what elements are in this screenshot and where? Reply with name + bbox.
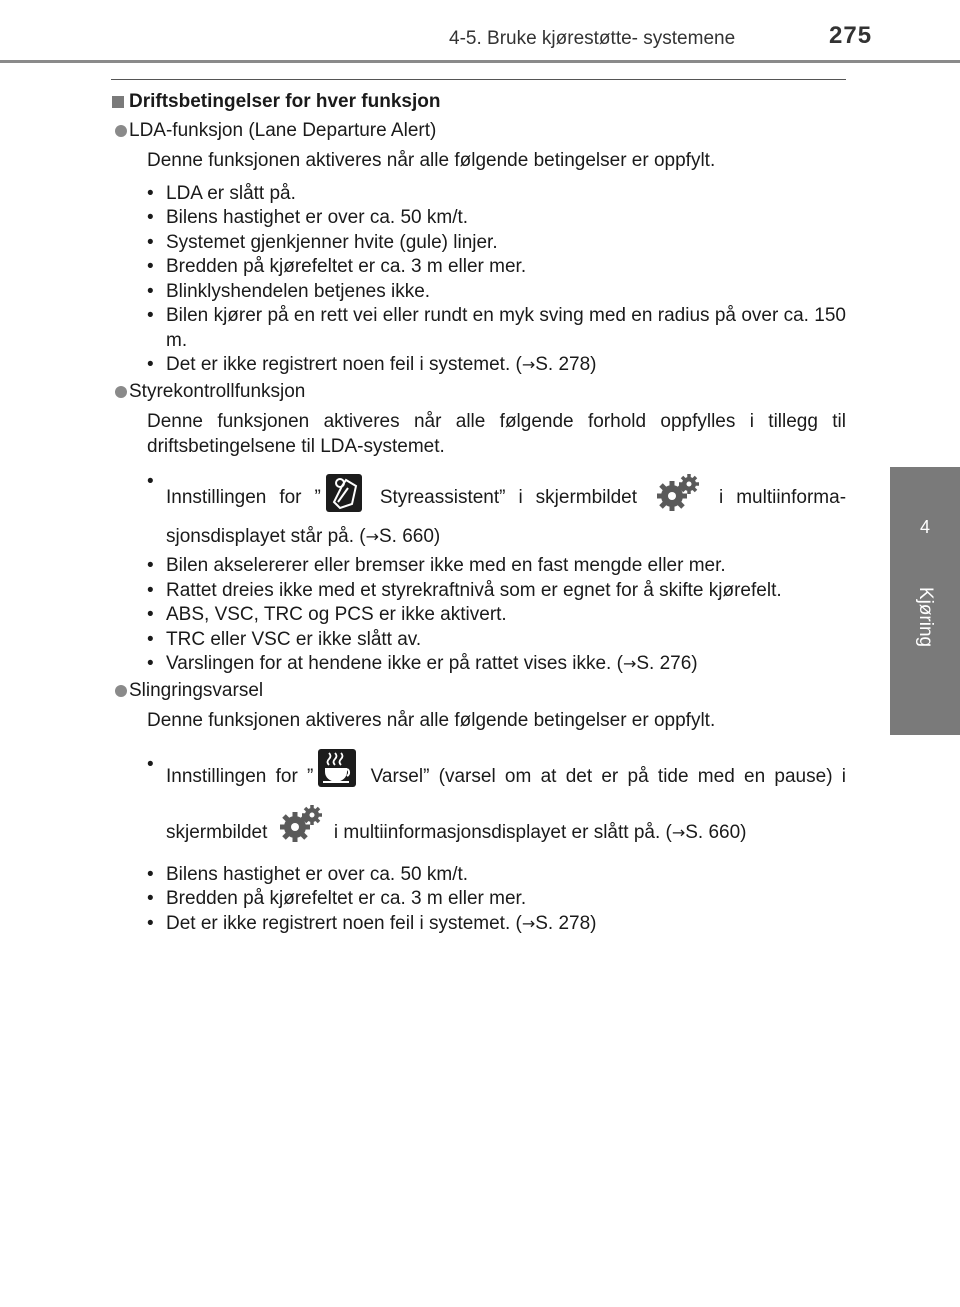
section-heading [111,90,846,115]
arrow-right-icon: → [671,822,686,842]
list-item: • ABS, VSC, TRC og PCS er ikke aktivert. [147,603,846,628]
list-item: • Bilen kjører på en rett vei eller rundt en myk sving med en radius på over ca. 150 m. [147,304,846,353]
sway-title: Slingringsvarsel [129,679,264,701]
list-item: • Bredden på kjørefeltet er ca. 3 m eller mer. [147,255,846,280]
steering-heading [111,380,846,405]
list-item: • Systemet gjenkjenner hvite (gule) linjer. [147,231,846,256]
list-item: • Blinklyshendelen betjenes ikke. [147,280,846,305]
gear-settings-icon [655,474,701,522]
coffee-cup-icon [318,749,356,805]
arrow-right-icon: → [521,913,536,933]
list-item [147,467,846,554]
circle-bullet-icon [115,386,127,398]
item-text: Det er ikke registrert noen feil i systemet. ( [166,912,522,934]
item-text: Det er ikke registrert noen feil i systemet. ( [166,354,522,375]
list-item: • TRC eller VSC er ikke slått av. [147,628,846,653]
page-reference-link[interactable]: S. 278) [535,912,597,934]
square-bullet-icon [112,96,124,108]
main-content [111,90,846,938]
list-item [147,652,846,677]
item-text: Varsel” (varsel om at det er på tide med en pause) i skjermbildet [166,765,846,843]
steering-assist-icon [326,474,362,522]
list-item: • Bilens hastighet er over ca. 50 km/t. [147,863,846,888]
page-reference-link[interactable]: S. 660) [379,526,441,547]
item-text: i multiinformasjonsdisplayet står på. ( [166,487,847,547]
sway-intro: Denne funksjonen aktiveres når alle følgende betingelser er oppfylt. [147,710,716,731]
page-reference-link[interactable]: S. 276) [636,653,698,674]
section-title: Driftsbetingelser for hver funksjon [129,91,441,112]
page-reference-link[interactable]: S. 278) [535,354,597,375]
content-divider [111,79,846,80]
header-section-title: 4-5. Bruke kjørestøtte- systemene [449,28,736,49]
list-item: • Bilens hastighet er over ca. 50 km/t. [147,206,846,231]
item-text: Innstillingen for ” [166,487,321,509]
arrow-right-icon: → [365,527,379,546]
sway-conditions-list [111,742,846,937]
item-text: Styreassistent” i skjermbildet [366,487,651,509]
list-item: • Bredden på kjørefeltet er ca. 3 m eller mer. [147,887,846,912]
lda-heading [111,119,846,144]
list-item: • Bilen akselererer eller bremser ikke med en fast mengde eller mer. [147,554,846,579]
chapter-tab[interactable] [890,467,960,735]
arrow-right-icon: → [521,355,536,374]
item-text: i multiinformasjonsdisplayet er slått på. ( [328,821,672,843]
list-item: • LDA er slått på. [147,182,846,207]
circle-bullet-icon [115,685,127,697]
lda-conditions-list [111,182,846,378]
steering-intro: Denne funksjonen aktiveres når alle følgende forhold oppfylles i tillegg til driftsbetingelsene til LDA-systemet. [147,411,846,457]
item-text: Innstillingen for ” [166,765,314,787]
lda-intro: Denne funksjonen aktiveres når alle følgende betingelser er oppfylt. [147,150,716,171]
page-reference-link[interactable]: S. 660) [685,821,747,843]
lda-title: LDA-funksjon (Lane Departure Alert) [129,119,437,141]
list-item [147,912,846,937]
steering-title: Styrekontrollfunksjon [129,380,306,402]
list-item [147,742,846,863]
arrow-right-icon: → [622,654,637,673]
sway-heading [111,679,846,704]
gear-settings-icon [278,805,324,861]
header-divider [0,60,960,63]
list-item [147,353,846,378]
circle-bullet-icon [115,125,127,137]
list-item: • Rattet dreies ikke med et styrekraftnivå som er egnet for å skifte kjørefelt. [147,579,846,604]
item-text: Varslingen for at hendene ikke er på rattet vises ikke. ( [166,653,623,674]
chapter-number: 4 [919,517,930,537]
chapter-label: Kjøring [915,586,936,648]
page-number: 275 [829,22,873,49]
steering-conditions-list [111,467,846,677]
